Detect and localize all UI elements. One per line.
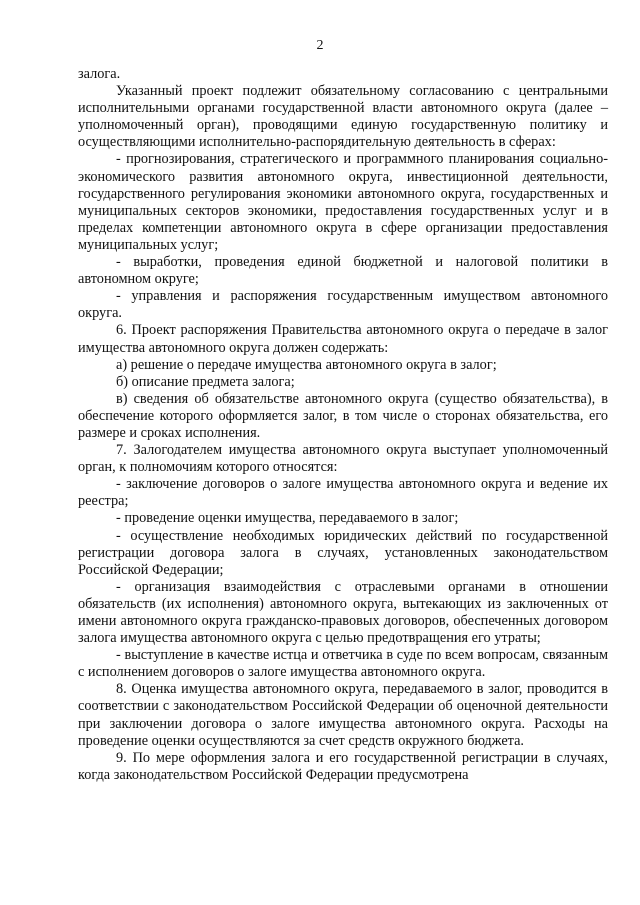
document-body <box>78 66 608 784</box>
paragraph: - заключение договоров о залоге имущества автономного округа и ведение их реестра; <box>78 476 608 510</box>
paragraph: 6. Проект распоряжения Правительства автономного округа о передаче в залог имущества автономного округа должен содержать: <box>78 322 608 356</box>
paragraph: - управления и распоряжения государственным имуществом автономного округа. <box>78 288 608 322</box>
paragraph: б) описание предмета залога; <box>116 373 295 390</box>
paragraph: в) сведения об обязательстве автономного округа (существо обязательства), в обеспечение которого оформляется залог, в том числе о сторонах обязательства, его размере и сроках исполнения. <box>78 390 608 441</box>
paragraph: залога. <box>78 66 121 82</box>
paragraph: - осуществление необходимых юридических действий по государственной регистрации договора залога в случаях, установленных законодательством Российской Федерации; <box>78 527 608 578</box>
paragraph: - выступление в качестве истца и ответчика в суде по всем вопросам, связанным с исполнением договоров о залоге имущества автономного округа. <box>78 647 608 681</box>
paragraph: - прогнозирования, стратегического и программного планирования социально-экономического развития автономного округа, инвестиционной деятельности, государственного регулирования экономики автономного округа, государственных и муниципальных секторов экономики, предоставления государственных услуг и в пределах компетенции автономного округа в сфере организации предоставления муниципальных услуг; <box>78 151 608 253</box>
paragraph: Указанный проект подлежит обязательному согласованию с центральными исполнительными органами государственной власти автономного округа (далее – уполномоченный орган), проводящими единую государственную политику и осуществляющими исполнительно-распорядительную деятельность в сферах: <box>78 83 608 151</box>
paragraph: - выработки, проведения единой бюджетной и налоговой политики в автономном округе; <box>78 254 608 288</box>
paragraph: а) решение о передаче имущества автономного округа в залог; <box>116 356 497 373</box>
paragraph: - организация взаимодействия с отраслевыми органами в отношении обязательств (их исполнения) автономного округа, вытекающих из заключенных от имени автономного округа гражданско-правовых договоров, обеспеченных договором залога имущества автономного округа с целью предотвращения его утраты; <box>78 578 608 647</box>
paragraph: 7. Залогодателем имущества автономного округа выступает уполномоченный орган, к полномочиям которого относятся: <box>78 442 608 476</box>
paragraph: 9. По мере оформления залога и его государственной регистрации в случаях, когда законодательством Российской Федерации предусмотрена <box>78 749 608 783</box>
paragraph: - проведение оценки имущества, передаваемого в залог; <box>116 510 459 527</box>
paragraph: 8. Оценка имущества автономного округа, передаваемого в залог, проводится в соответствии с законодательством Российской Федерации об оценочной деятельности при заключении договора о залоге имущества автономного округа. Расходы на проведение оценки осуществляются за счет средств окружного бюджета. <box>78 681 608 749</box>
page-number: 2 <box>316 38 324 53</box>
